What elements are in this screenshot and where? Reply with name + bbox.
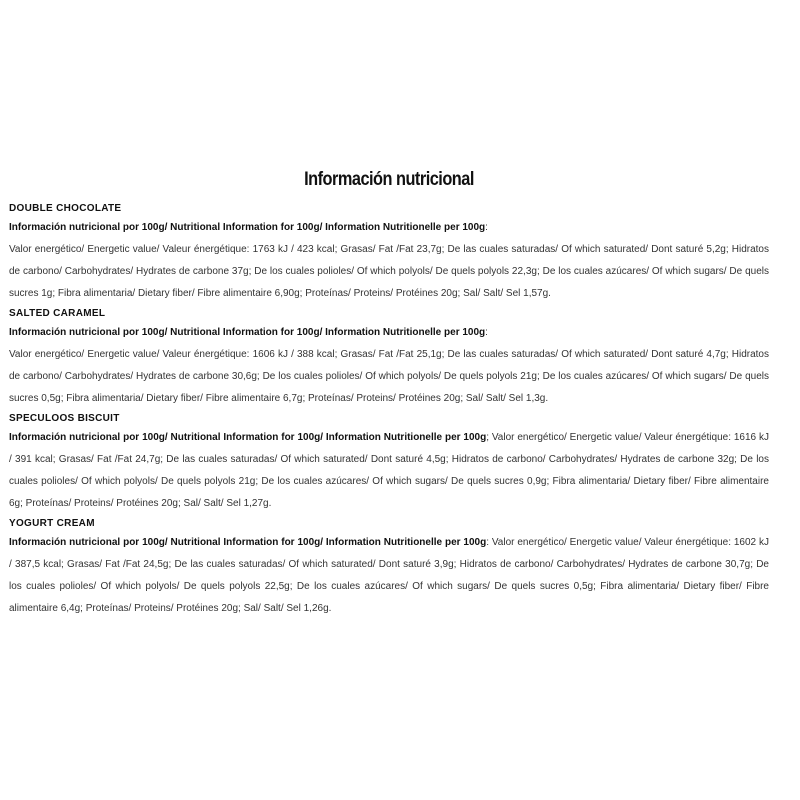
nutrition-details: Valor energético/ Energetic value/ Valeur énergétique: 1616 kJ / 391 kcal; Grasas/ Fat /Fat 24,7g; De las cuales saturadas/ Of which saturated/ Dont saturé 4,5g; Hidratos de carbono/ Carbohydrates/ Hydrates de carbone 32g; De los cuales polioles/ Of which polyols/ De quels polyols 21g; De los cuales azúcares/ Of which sugars/ De quels sucres 0,9g; Fibra alimentaria/ Dietary fiber/ Fibre alimentaire 6g; Proteínas/ Proteins/ Protéines 20g; Sal/ Salt/ Sel 1,27g.: [9, 432, 769, 509]
product-name: SALTED CARAMEL: [9, 308, 106, 319]
nutrition-paragraph: [9, 532, 769, 620]
nutrition-header-punct: ;: [486, 432, 489, 443]
nutrition-header: Información nutricional por 100g/ Nutritional Information for 100g/ Information Nutritionelle per 100g: [9, 432, 487, 443]
product-speculoos-biscuit: [9, 410, 769, 515]
nutrition-details: Valor energético/ Energetic value/ Valeur énergétique: 1606 kJ / 388 kcal; Grasas/ Fat /Fat 25,1g; De las cuales saturadas/ Of which saturated/ Dont saturé 4,7g; Hidratos de carbono/ Carbohydrates/ Hydrates de carbone 30,6g; De los cuales polioles/ Of which polyols/ De quels polyols 21g; De los cuales azúcares/ Of which sugars/ De quels sucres 0,5g; Fibra alimentaria/ Dietary fiber/ Fibre alimentaire 6,7g; Proteínas/ Proteins/ Protéines 20g; Sal/ Salt/ Sel 1,3g.: [9, 349, 769, 404]
nutrition-content: [9, 200, 769, 620]
product-name: DOUBLE CHOCOLATE: [9, 203, 122, 214]
nutrition-header: Información nutricional por 100g/ Nutritional Information for 100g/ Information Nutritionelle per 100g: [9, 327, 486, 338]
page-title: Información nutricional: [304, 169, 474, 190]
nutrition-paragraph: [9, 427, 769, 515]
nutrition-header: Información nutricional por 100g/ Nutritional Information for 100g/ Information Nutritionelle per 100g: [9, 537, 487, 548]
nutrition-details: Valor energético/ Energetic value/ Valeur énergétique: 1602 kJ / 387,5 kcal; Grasas/ Fat /Fat 24,5g; De las cuales saturadas/ Of which saturated/ Dont saturé 3,9g; Hidratos de carbono/ Carbohydrates/ Hydrates de carbone 30,7g; De los cuales polioles/ Of which polyols/ De quels polyols 22,5g; De los cuales azúcares/ Of which sugars/ De quels sucres 0,5g; Fibra alimentaria/ Dietary fiber/ Fibre alimentaire 6,4g; Proteínas/ Proteins/ Protéines 20g; Sal/ Salt/ Sel 1,26g.: [9, 537, 769, 614]
nutrition-header: Información nutricional por 100g/ Nutritional Information for 100g/ Information Nutritionelle per 100g: [9, 222, 486, 233]
product-salted-caramel: [9, 305, 769, 410]
nutrition-header-punct: :: [485, 327, 488, 338]
product-name: YOGURT CREAM: [9, 518, 95, 529]
nutrition-details: Valor energético/ Energetic value/ Valeur énergétique: 1763 kJ / 423 kcal; Grasas/ Fat /Fat 23,7g; De las cuales saturadas/ Of which saturated/ Dont saturé 5,2g; Hidratos de carbono/ Carbohydrates/ Hydrates de carbone 37g; De los cuales polioles/ Of which polyols/ De quels polyols 22,3g; De los cuales azúcares/ Of which sugars/ De quels sucres 1g; Fibra alimentaria/ Dietary fiber/ Fibre alimentaire 6,90g; Proteínas/ Proteins/ Protéines 20g; Sal/ Salt/ Sel 1,57g.: [9, 244, 769, 299]
nutrition-header-line: [9, 322, 769, 344]
product-yogurt-cream: [9, 515, 769, 620]
nutrition-header-punct: :: [486, 537, 489, 548]
nutrition-header-line: [9, 217, 769, 239]
product-double-chocolate: [9, 200, 769, 305]
nutrition-header-punct: :: [485, 222, 488, 233]
product-name: SPECULOOS BISCUIT: [9, 413, 120, 424]
